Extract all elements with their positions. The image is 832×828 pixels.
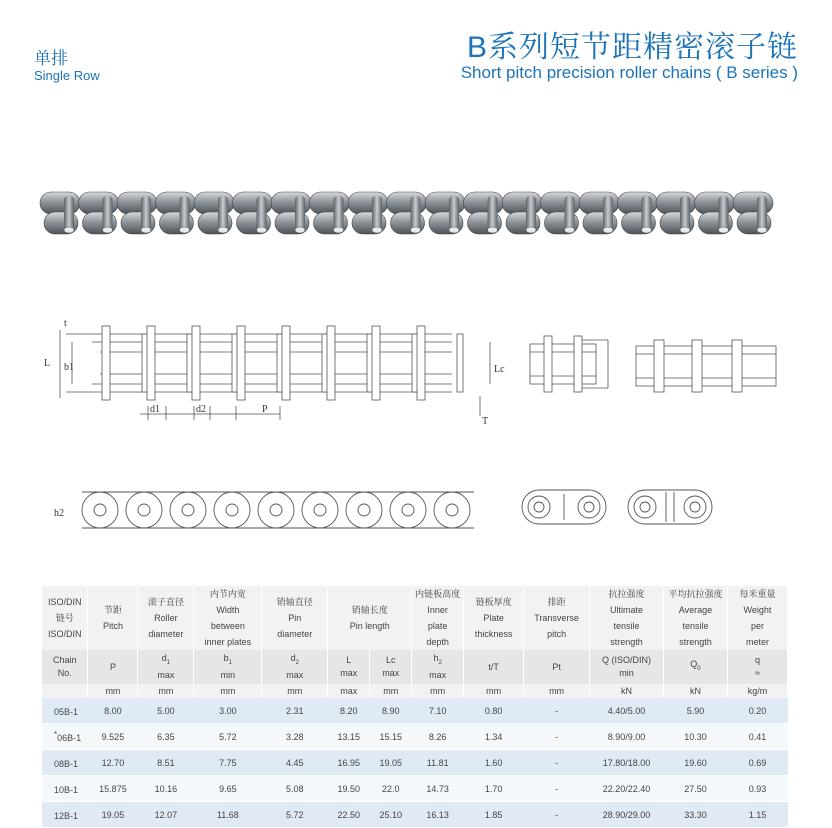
- chain-top-drawing: [54, 480, 494, 542]
- table-cell: 8.90: [370, 698, 412, 724]
- table-cell: 8.51: [138, 750, 194, 776]
- unit-cell: kN: [664, 684, 728, 698]
- table-cell: 13.15: [328, 724, 370, 750]
- unit-cell: mm: [370, 684, 412, 698]
- single-row-label-zh: 单排: [34, 49, 68, 68]
- symbol-cell: [262, 650, 328, 684]
- header-pin-diameter: 销轴直径 Pin diameter: [262, 586, 328, 650]
- unit-cell: mm: [262, 684, 328, 698]
- unit-cell: mm: [194, 684, 262, 698]
- table-cell: 22.20/22.40: [590, 776, 664, 802]
- table-cell: 16.95: [328, 750, 370, 776]
- symbol-text: Lc: [385, 655, 396, 665]
- table-cell: 11.68: [194, 802, 262, 828]
- table-cell: 10.16: [138, 776, 194, 802]
- dim-T-label: T: [482, 416, 489, 427]
- unit-cell: mm: [88, 684, 138, 698]
- table-cell: 10.30: [664, 724, 728, 750]
- connecting-link-top-drawing: [520, 486, 608, 528]
- symbol-cell: [138, 650, 194, 684]
- symbol-qualifier: min: [220, 670, 236, 681]
- offset-link-side-drawing: [632, 334, 782, 398]
- table-cell: 9.65: [194, 776, 262, 802]
- unit-cell: mm: [524, 684, 590, 698]
- symbol-text: Chain No.: [52, 655, 77, 678]
- table-cell: 2.31: [262, 698, 328, 724]
- symbol-text: Pt: [552, 661, 561, 672]
- chain-side-drawing: [40, 312, 510, 430]
- table-cell: 0.93: [727, 776, 787, 802]
- table-cell: 1.85: [464, 802, 524, 828]
- symbol-subscript: 0: [697, 665, 701, 672]
- table-cell: 0.41: [727, 724, 787, 750]
- table-cell: 4.45: [262, 750, 328, 776]
- symbol-text: Q: [690, 659, 698, 670]
- dim-d1-label: d1: [150, 404, 160, 415]
- header-ultimate-strength: 抗拉强度 Ultimate tensile strength: [590, 586, 664, 650]
- symbol-text: d: [161, 652, 167, 663]
- header-plate-depth: 内链板高度 Inner plate depth: [412, 586, 464, 650]
- dim-t-label: t: [64, 318, 67, 329]
- table-cell: 19.50: [328, 776, 370, 802]
- header-pin-length: 销轴长度 Pin length: [328, 586, 412, 650]
- table-cell: 22.0: [370, 776, 412, 802]
- symbol-text: Q (ISO/DIN): [602, 655, 652, 665]
- symbol-cell: [664, 650, 728, 684]
- table-cell: 8.90/9.00: [590, 724, 664, 750]
- symbol-qualifier: ≈: [754, 668, 760, 678]
- table-cell: 7.10: [412, 698, 464, 724]
- page-title-en: Short pitch precision roller chains ( B series ): [460, 63, 798, 82]
- header-transverse-pitch: 排距 Transverse pitch: [524, 586, 590, 650]
- symbol-subscript: 2: [438, 659, 442, 666]
- header-average-strength: 平均抗拉强度 Average tensile strength: [664, 586, 728, 650]
- table-cell: 19.05: [370, 750, 412, 776]
- symbol-cell: [524, 650, 590, 684]
- table-cell: 6.35: [138, 724, 194, 750]
- chain-number-cell: [42, 776, 88, 802]
- table-cell: 0.80: [464, 698, 524, 724]
- table-cell: 4.40/5.00: [590, 698, 664, 724]
- chain-number: 10B-1: [54, 785, 79, 795]
- dim-b1-label: b1: [64, 362, 74, 373]
- symbol-cell: [328, 650, 370, 684]
- header-pitch: 节距 Pitch: [88, 586, 138, 650]
- single-row-label-en: Single Row: [34, 68, 100, 83]
- table-cell: 8.20: [328, 698, 370, 724]
- dim-d2-label: d2: [196, 404, 206, 415]
- table-cell: 3.00: [194, 698, 262, 724]
- table-cell: 33.30: [664, 802, 728, 828]
- symbol-text: q: [754, 655, 760, 665]
- table-cell: 19.60: [664, 750, 728, 776]
- table-cell: -: [524, 724, 590, 750]
- table-cell: 14.73: [412, 776, 464, 802]
- table-cell: 5.72: [194, 724, 262, 750]
- table-cell: 19.05: [88, 802, 138, 828]
- table-row: [42, 776, 788, 802]
- unit-cell: max: [328, 684, 370, 698]
- table-cell: 0.69: [727, 750, 787, 776]
- symbol-text: b: [223, 652, 229, 663]
- symbol-text: L: [346, 655, 352, 665]
- symbol-text: d: [290, 652, 296, 663]
- dim-Lc-label: Lc: [494, 364, 505, 375]
- table-cell: 16.13: [412, 802, 464, 828]
- table-cell: -: [524, 776, 590, 802]
- symbol-qualifier: max: [429, 670, 447, 681]
- chain-number: 12B-1: [54, 811, 79, 821]
- table-cell: 7.75: [194, 750, 262, 776]
- dim-P-label: P: [262, 404, 268, 415]
- table-cell: 15.15: [370, 724, 412, 750]
- chain-number-cell: [42, 698, 88, 724]
- table-cell: 8.00: [88, 698, 138, 724]
- table-cell: 25.10: [370, 802, 412, 828]
- symbol-text: P: [109, 661, 116, 672]
- chain-number: 08B-1: [54, 759, 79, 769]
- table-row: [42, 698, 788, 724]
- unit-cell: mm: [138, 684, 194, 698]
- table-cell: 8.26: [412, 724, 464, 750]
- header-chain-no: ISO/DIN 链号 ISO/DIN: [42, 586, 88, 650]
- symbol-cell: [370, 650, 412, 684]
- table-cell: -: [524, 802, 590, 828]
- header-weight: 每米重量 Weight per meter: [727, 586, 787, 650]
- symbol-qualifier: min: [619, 668, 634, 678]
- table-cell: 9.525: [88, 724, 138, 750]
- symbol-qualifier: max: [286, 670, 304, 681]
- symbol-cell: [590, 650, 664, 684]
- symbol-qualifier: max: [157, 670, 175, 681]
- offset-link-top-drawing: [626, 486, 714, 528]
- symbol-cell: [412, 650, 464, 684]
- symbol-cell: [194, 650, 262, 684]
- table-cell: 5.08: [262, 776, 328, 802]
- symbol-qualifier: max: [340, 668, 358, 678]
- table-cell: 22.50: [328, 802, 370, 828]
- table-cell: 1.34: [464, 724, 524, 750]
- table-cell: 5.00: [138, 698, 194, 724]
- chain-number: 05B-1: [54, 707, 79, 717]
- unit-cell: mm: [464, 684, 524, 698]
- symbol-text: t/T: [488, 661, 499, 672]
- unit-cell: kg/m: [727, 684, 787, 698]
- chain-photo: [34, 182, 782, 248]
- table-cell: 3.28: [262, 724, 328, 750]
- symbol-row: [42, 650, 788, 684]
- table-cell: -: [524, 750, 590, 776]
- dim-L-label: L: [44, 358, 51, 369]
- unit-cell: mm: [412, 684, 464, 698]
- connecting-link-side-drawing: [524, 330, 616, 398]
- symbol-qualifier: max: [382, 668, 400, 678]
- table-row: [42, 802, 788, 828]
- header-inner-width: 内节内宽 Width between inner plates: [194, 586, 262, 650]
- symbol-subscript: 1: [228, 659, 233, 666]
- symbol-cell: [42, 650, 88, 684]
- table-cell: 28.90/29.00: [590, 802, 664, 828]
- chain-number-cell: [42, 724, 88, 750]
- table-cell: 5.72: [262, 802, 328, 828]
- symbol-cell: [464, 650, 524, 684]
- unit-cell: [42, 684, 88, 698]
- specification-table: [42, 586, 788, 828]
- chain-number-cell: [42, 750, 88, 776]
- symbol-text: h: [433, 652, 439, 663]
- header-plate-thickness: 链板厚度 Plate thickness: [464, 586, 524, 650]
- symbol-subscript: 2: [295, 659, 299, 666]
- table-row: [42, 724, 788, 750]
- symbol-cell: [727, 650, 787, 684]
- table-cell: 12.70: [88, 750, 138, 776]
- page-title-zh: B系列短节距精密滚子链: [466, 31, 798, 64]
- table-cell: 17.80/18.00: [590, 750, 664, 776]
- table-cell: 0.20: [727, 698, 787, 724]
- table-cell: 1.15: [727, 802, 787, 828]
- unit-row: [42, 684, 788, 698]
- symbol-cell: [88, 650, 138, 684]
- table-cell: 27.50: [664, 776, 728, 802]
- table-cell: 5.90: [664, 698, 728, 724]
- table-cell: 1.70: [464, 776, 524, 802]
- table-cell: -: [524, 698, 590, 724]
- star-mark: *: [54, 730, 58, 739]
- chain-number-cell: [42, 802, 88, 828]
- table-cell: 11.81: [412, 750, 464, 776]
- table-cell: 12.07: [138, 802, 194, 828]
- symbol-subscript: 1: [166, 659, 171, 666]
- dim-h2-label: h2: [54, 508, 64, 519]
- table-cell: 1.60: [464, 750, 524, 776]
- table-cell: 15.875: [88, 776, 138, 802]
- header-roller-diameter: 滚子直径 Roller diameter: [138, 586, 194, 650]
- unit-cell: kN: [590, 684, 664, 698]
- chain-number: 06B-1: [57, 733, 82, 743]
- table-row: [42, 750, 788, 776]
